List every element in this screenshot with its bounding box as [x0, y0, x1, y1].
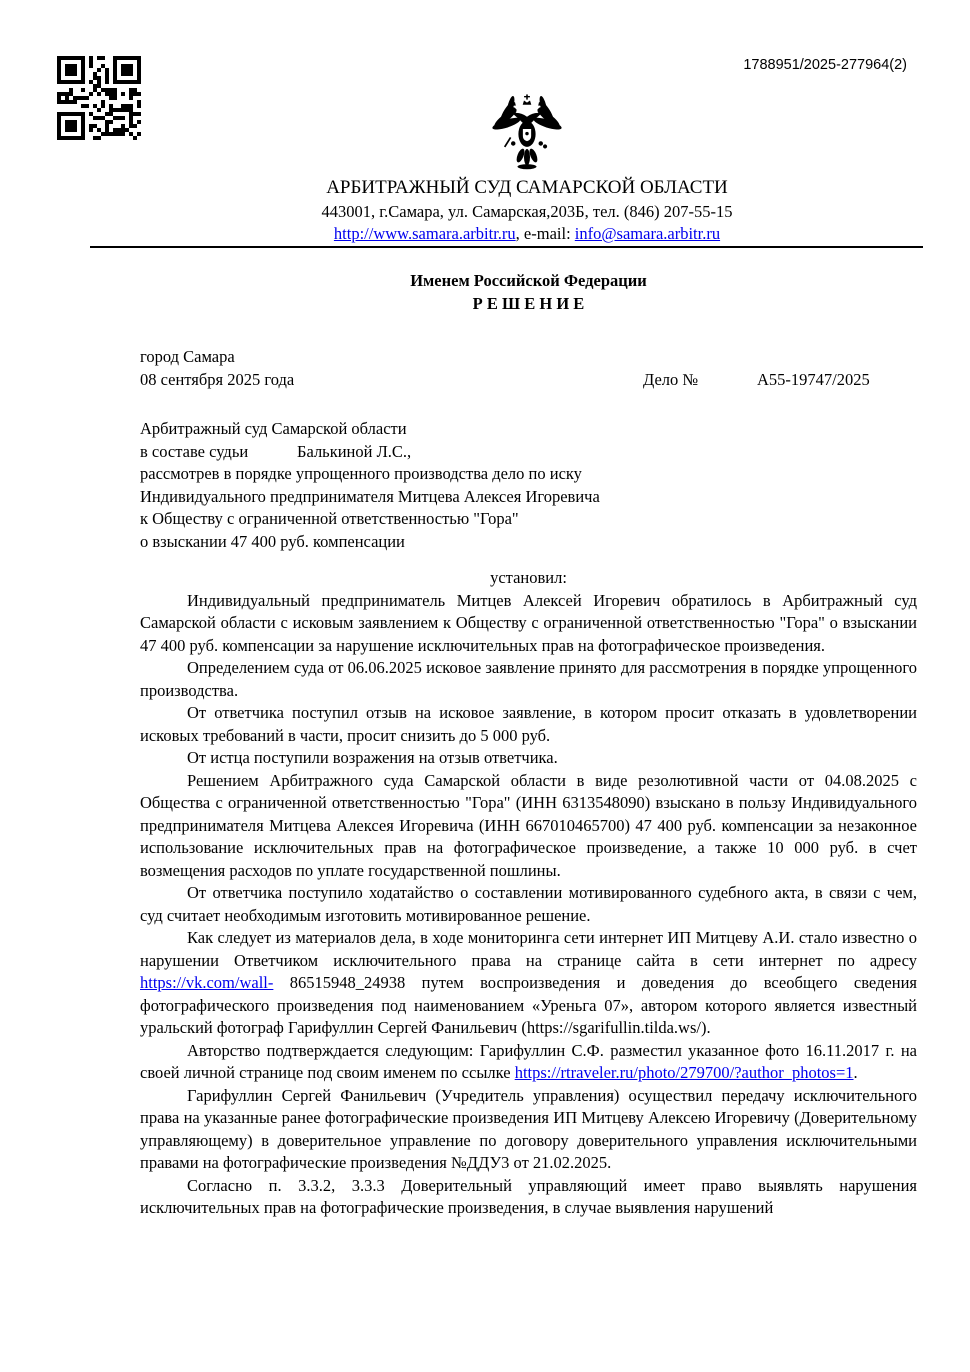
court-email-link[interactable]: info@samara.arbitr.ru	[574, 224, 721, 243]
court-header	[97, 92, 957, 244]
case-date-row	[140, 369, 917, 392]
case-number: А55-19747/2025	[757, 369, 870, 389]
paragraph-text: Определением суда от 06.06.2025 исковое заявление принято для рассмотрения в порядке упрощенного производства.	[140, 658, 917, 700]
intro-judge-line	[140, 441, 917, 464]
paragraph-text: Индивидуальный предприниматель Митцев Алексей Игоревич обратилось в Арбитражный суд Самарской области с исковым заявлением к Обществу с ограниченной ответственностью "Гора" о взыскании 47 400 руб. компенсации за нарушение исключительных прав на фотографическое произведения.	[140, 590, 917, 655]
decision-title	[140, 270, 917, 315]
case-intro	[140, 418, 917, 553]
paragraph-7	[140, 927, 917, 1040]
paragraph-text: От истца поступили возражения на отзыв ответчика.	[187, 748, 558, 767]
rtraveler-photo-link[interactable]: https://rtraveler.ru/photo/279700/?author_photos=1	[514, 1063, 854, 1082]
court-name: АРБИТРАЖНЫЙ СУД САМАРСКОЙ ОБЛАСТИ	[326, 177, 728, 198]
paragraph-9	[140, 1085, 917, 1175]
established-heading: установил:	[490, 568, 567, 587]
paragraph-10	[140, 1175, 917, 1220]
decision-text	[140, 590, 917, 1220]
case-date: 08 сентября 2025 года	[140, 369, 295, 389]
document-number: 1788951/2025-277964(2)	[743, 57, 907, 73]
paragraph-5	[140, 770, 917, 883]
paragraph-6	[140, 882, 917, 927]
paragraph-text: Согласно п. 3.3.2, 3.3.3 Доверительный управляющий имеет право выявлять нарушения исключительных прав на фотографические произведения, в случае выявления нарушений	[140, 1175, 917, 1217]
intro-claim-line: о взыскании 47 400 руб. компенсации	[140, 531, 405, 551]
paragraph-text: От ответчика поступило ходатайство о составлении мотивированного судебного акта, в связи с чем, суд считает необходимым изготовить мотивированное решение.	[140, 883, 917, 925]
intro-procedure-line: рассмотрев в порядке упрощенного производства дело по иску	[140, 464, 582, 483]
judge-label: в составе судьи	[140, 441, 249, 461]
court-address: 443001, г.Самара, ул. Самарская,203Б, тел. (846) 207-55-15	[321, 202, 733, 221]
paragraph-text: Как следует из материалов дела, в ходе мониторинга сети интернет ИП Митцеву А.И. стало известно о нарушении Ответчиком исключительного права на странице сайта в сети интернет по адресу	[140, 928, 917, 970]
paragraph-8	[140, 1040, 917, 1085]
paragraph-text: 86515948_24938 путем воспроизведения и доведения до всеобщего сведения фотографического произведения под наименованием «Уреньга 07», автором которого является известный уральский фотограф Гарифуллин Сергей Фанильевич (https://sgarifullin.tilda.ws/).	[140, 973, 917, 1037]
case-city: город Самара	[140, 347, 235, 366]
intro-court-line: Арбитражный суд Самарской области	[140, 419, 407, 438]
document-body	[140, 270, 917, 1220]
decision-word: Р Е Ш Е Н И Е	[472, 293, 585, 313]
court-contacts	[97, 224, 957, 244]
judge-name: Балькиной Л.С.,	[297, 441, 412, 461]
paragraph-text: Решением Арбитражного суда Самарской области в виде резолютивной части от 04.08.2025 с Общества с ограниченной ответственностью "Гора" (ИНН 6313548090) взыскано в пользу Индивидуального предпринимателя Митцева Алексея Игоревича (ИНН 667010465700) 47 400 руб. компенсации за незаконное использование исключительных прав на фотографическое произведение, а также 10 000 руб. в счет возмещения расходов по уплате государственной пошлины.	[140, 770, 917, 880]
paragraph-text: .	[853, 1063, 858, 1082]
paragraph-4	[140, 747, 917, 770]
paragraph-text: От ответчика поступил отзыв на исковое заявление, в котором просит отказать в удовлетворении исковых требований в части, просит снизить до 5 000 руб.	[140, 703, 917, 745]
vk-wall-link[interactable]: https://vk.com/wall-	[140, 973, 274, 992]
email-separator: , e-mail:	[515, 224, 575, 243]
case-city-row	[140, 346, 917, 369]
paragraph-text: Гарифуллин Сергей Фанильевич (Учредитель управления) осуществил передачу исключительного права на указанные ранее фотографические произведения ИП Митцеву Алексею Игоревичу (Доверительному управляющему) в доверительное управление по договору доверительного управления исключительными правами на фотографические произведения №ДДУ3 от 21.02.2025.	[140, 1085, 917, 1172]
paragraph-2	[140, 657, 917, 702]
coat-of-arms-icon	[484, 92, 570, 176]
case-number-label: Дело №	[643, 369, 699, 389]
case-info	[140, 346, 917, 391]
paragraph-1	[140, 590, 917, 658]
intro-defendant-line: к Обществу с ограниченной ответственностью "Гора"	[140, 509, 519, 528]
paragraph-text: Авторство подтверждается следующим: Гарифуллин С.Ф. разместил указанное фото 16.11.2017 г. на своей личной странице под своим именем по ссылке	[140, 1040, 917, 1082]
paragraph-3	[140, 702, 917, 747]
header-divider	[90, 246, 923, 248]
in-the-name-line: Именем Российской Федерации	[410, 271, 647, 290]
court-website-link[interactable]: http://www.samara.arbitr.ru	[333, 224, 516, 243]
intro-plaintiff-line: Индивидуального предпринимателя Митцева Алексея Игоревича	[140, 486, 600, 506]
